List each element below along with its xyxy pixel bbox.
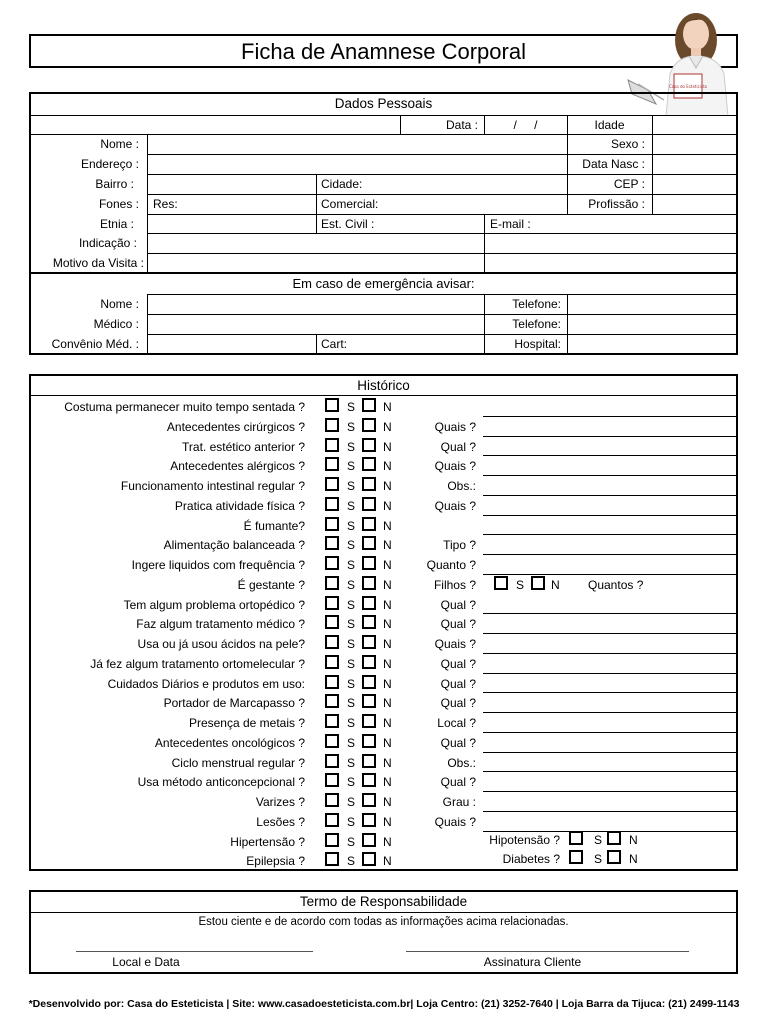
historico-s-checkbox[interactable] (325, 655, 339, 669)
assinatura-label: Assinatura Cliente (483, 955, 582, 969)
historico-n-checkbox[interactable] (362, 556, 376, 570)
historico-n-label: N (383, 676, 392, 691)
historico-s-label: S (347, 854, 356, 869)
historico-n-checkbox[interactable] (362, 517, 376, 531)
nome-label: Nome : (100, 137, 139, 151)
historico-s-checkbox[interactable] (325, 675, 339, 689)
historico-s-label: S (347, 558, 356, 572)
historico-n-checkbox[interactable] (362, 497, 376, 511)
historico-question: Pratica atividade física ? (174, 498, 305, 513)
page-title: Ficha de Anamnese Corporal (241, 39, 526, 64)
historico-s-label: S (347, 538, 356, 553)
endereco-label: Endereço : (80, 157, 139, 171)
historico-s-label: S (347, 597, 356, 612)
historico-question: Trat. estético anterior ? (182, 439, 305, 454)
historico-n-checkbox[interactable] (362, 694, 376, 708)
telefone2-label: Telefone: (512, 317, 561, 331)
historico-question: Ciclo menstrual regular ? (171, 755, 305, 770)
historico-n-checkbox[interactable] (362, 477, 376, 491)
historico-s-checkbox[interactable] (325, 457, 339, 471)
historico-n-checkbox[interactable] (362, 714, 376, 728)
historico-answer-line[interactable] (483, 732, 736, 733)
historico-followup-label: Quais ? (434, 419, 476, 434)
motivo-field[interactable] (148, 254, 483, 271)
historico-question: Antecedentes alérgicos ? (170, 459, 305, 474)
historico-s-checkbox[interactable] (325, 438, 339, 452)
historico-s-label: S (347, 676, 356, 691)
idade-field[interactable] (653, 116, 736, 134)
historico-followup-label: Quais ? (434, 814, 476, 829)
historico-s-label: S (347, 577, 356, 592)
historico-followup-label: Qual ? (440, 696, 476, 711)
telefone2-field[interactable] (568, 315, 736, 333)
profissao-field[interactable] (653, 195, 736, 213)
cart-label: Cart: (321, 337, 348, 351)
historico-s-label: S (347, 696, 356, 711)
quantos-label: Quantos ? (588, 578, 644, 592)
historico-answer-line[interactable] (483, 475, 736, 476)
historico-n-label: N (383, 716, 392, 730)
bairro-field[interactable] (148, 175, 315, 193)
historico-n-label: N (383, 558, 392, 572)
historico-answer-line[interactable] (483, 712, 736, 713)
sexo-label: Sexo : (610, 137, 645, 151)
emergencia-header: Em caso de emergência avisar: (292, 276, 475, 291)
historico-followup-label: Grau : (442, 795, 476, 809)
historico-s-checkbox[interactable] (325, 517, 339, 531)
historico-s-label: S (347, 775, 356, 790)
historico-s-checkbox[interactable] (325, 536, 339, 550)
historico-answer-line[interactable] (483, 811, 736, 812)
historico-n-label: N (383, 459, 392, 474)
historico-answer-line[interactable] (483, 495, 736, 496)
historico-answer-line[interactable] (483, 455, 736, 456)
historico-question: Funcionamento intestinal regular ? (120, 479, 305, 493)
historico-n-label: N (383, 775, 392, 790)
hospital-label: Hospital: (514, 337, 561, 351)
historico-question: Já fez algum tratamento ortomelecular ? (90, 656, 305, 671)
historico-n-checkbox[interactable] (362, 833, 376, 847)
cidade-label: Cidade: (321, 177, 363, 191)
historico-s-label: S (347, 617, 356, 632)
historico-answer-line[interactable] (483, 574, 736, 575)
diabetes-n-label: N (629, 852, 638, 866)
filhos-n-checkbox[interactable] (531, 576, 545, 590)
telefone1-label: Telefone: (512, 297, 561, 311)
historico-s-checkbox[interactable] (325, 576, 339, 590)
filhos-s-checkbox[interactable] (494, 576, 508, 590)
historico-answer-line[interactable] (483, 771, 736, 772)
diabetes-s-label: S (594, 852, 603, 866)
local-data-label: Local e Data (112, 955, 180, 969)
res-label: Res: (153, 197, 178, 211)
historico-question: Presença de metais ? (188, 716, 305, 730)
medico-field[interactable] (148, 315, 483, 333)
historico-n-label: N (383, 637, 392, 651)
historico-question: Faz algum tratamento médico ? (136, 617, 305, 632)
medico-label: Médico : (93, 317, 139, 331)
hipotensao-s-checkbox[interactable] (569, 831, 583, 845)
historico-answer-line[interactable] (483, 752, 736, 753)
data-nasc-label: Data Nasc : (582, 157, 645, 171)
fones-label: Fones : (98, 197, 139, 211)
email-label: E-mail : (490, 217, 531, 231)
historico-n-checkbox[interactable] (362, 754, 376, 768)
historico-n-label: N (383, 696, 392, 711)
historico-answer-line[interactable] (483, 653, 736, 654)
cep-field[interactable] (653, 175, 736, 193)
historico-followup-label: Qual ? (440, 617, 476, 632)
historico-question: Ingere liquidos com frequência ? (131, 558, 305, 572)
historico-n-checkbox[interactable] (362, 418, 376, 432)
historico-followup-label: Obs.: (447, 479, 476, 493)
res-field[interactable] (185, 195, 315, 213)
historico-n-label: N (383, 538, 392, 553)
historico-question: É fumante? (243, 518, 305, 533)
local-data-line[interactable] (76, 951, 313, 952)
historico-s-label: S (347, 716, 356, 730)
historico-followup-label: Tipo ? (443, 538, 476, 553)
motivo-label: Motivo da Visita : (52, 256, 144, 270)
historico-s-label: S (347, 439, 356, 454)
historico-s-checkbox[interactable] (325, 793, 339, 807)
historico-n-checkbox[interactable] (362, 457, 376, 471)
hipotensao-n-checkbox[interactable] (607, 831, 621, 845)
historico-s-checkbox[interactable] (325, 635, 339, 649)
historico-s-label: S (347, 419, 356, 434)
historico-s-label: S (347, 814, 356, 829)
historico-s-checkbox[interactable] (325, 556, 339, 570)
historico-followup-label: Qual ? (440, 676, 476, 691)
assinatura-line[interactable] (406, 951, 689, 952)
historico-n-checkbox[interactable] (362, 576, 376, 590)
historico-followup-label: Quais ? (434, 637, 476, 651)
historico-n-checkbox[interactable] (362, 675, 376, 689)
historico-s-label: S (347, 834, 356, 849)
historico-n-label: N (383, 814, 392, 829)
data-nasc-field[interactable] (653, 155, 736, 173)
historico-s-label: S (347, 400, 356, 414)
historico-answer-line[interactable] (483, 633, 736, 634)
historico-question: Alimentação balanceada ? (163, 538, 305, 553)
historico-question: Usa método anticoncepcional ? (137, 775, 305, 790)
endereco-field[interactable] (148, 155, 566, 173)
historico-question: Cuidados Diários e produtos em uso: (107, 676, 305, 691)
historico-answer-line[interactable] (483, 791, 736, 792)
historico-followup-label: Qual ? (440, 656, 476, 671)
historico-n-checkbox[interactable] (362, 398, 376, 412)
historico-followup-label: Qual ? (440, 597, 476, 612)
historico-n-checkbox[interactable] (362, 635, 376, 649)
historico-n-label: N (383, 439, 392, 454)
est-civil-label: Est. Civil : (321, 217, 375, 231)
historico-s-checkbox[interactable] (325, 833, 339, 847)
historico-s-checkbox[interactable] (325, 714, 339, 728)
historico-n-checkbox[interactable] (362, 536, 376, 550)
hipotensao-n-label: N (629, 833, 638, 847)
date-value: / / (513, 118, 538, 132)
historico-n-label: N (383, 755, 392, 770)
historico-s-label: S (347, 755, 356, 770)
historico-n-label: N (383, 795, 392, 809)
logo-text: Casa do Esteticista (668, 84, 708, 89)
idade-label: Idade (594, 118, 625, 132)
historico-answer-line[interactable] (483, 534, 736, 535)
historico-followup-label: Qual ? (440, 775, 476, 790)
historico-header: Histórico (357, 378, 410, 393)
historico-question: Epilepsia ? (246, 854, 305, 869)
historico-s-checkbox[interactable] (325, 497, 339, 511)
indicacao-field[interactable] (148, 234, 483, 252)
historico-question: Costuma permanecer muito tempo sentada ? (64, 400, 305, 414)
historico-question: Hipertensão ? (230, 834, 305, 849)
historico-s-checkbox[interactable] (325, 734, 339, 748)
historico-answer-line[interactable] (483, 515, 736, 516)
convenio-label: Convênio Méd. : (51, 337, 139, 351)
diabetes-n-checkbox[interactable] (607, 850, 621, 864)
historico-followup-label: Quanto ? (426, 558, 476, 572)
historico-s-checkbox[interactable] (325, 754, 339, 768)
data-label: Data : (445, 118, 478, 132)
historico-n-checkbox[interactable] (362, 438, 376, 452)
historico-s-label: S (347, 459, 356, 474)
historico-followup-label: Quais ? (434, 498, 476, 513)
historico-n-label: N (383, 498, 392, 513)
historico-n-label: N (383, 834, 392, 849)
historico-followup-label: Obs.: (447, 755, 476, 770)
diabetes-s-checkbox[interactable] (569, 850, 583, 864)
historico-s-label: S (347, 656, 356, 671)
bairro-label: Bairro : (95, 177, 134, 191)
historico-n-label: N (383, 419, 392, 434)
historico-n-checkbox[interactable] (362, 813, 376, 827)
email-field[interactable] (540, 215, 736, 232)
sexo-field[interactable] (653, 135, 736, 153)
historico-n-label: N (383, 479, 392, 493)
historico-s-label: S (347, 518, 356, 533)
historico-s-checkbox[interactable] (325, 418, 339, 432)
nome-field[interactable] (148, 135, 566, 153)
historico-question: Varizes ? (255, 795, 305, 809)
historico-n-checkbox[interactable] (362, 615, 376, 629)
historico-s-checkbox[interactable] (325, 615, 339, 629)
filhos-s-label: S (516, 578, 525, 592)
historico-s-checkbox[interactable] (325, 596, 339, 610)
historico-s-checkbox[interactable] (325, 773, 339, 787)
historico-s-checkbox[interactable] (325, 813, 339, 827)
est-civil-field[interactable] (380, 215, 483, 232)
historico-answer-line[interactable] (483, 554, 736, 555)
historico-n-checkbox[interactable] (362, 655, 376, 669)
historico-s-checkbox[interactable] (325, 477, 339, 491)
emergencia-nome-field[interactable] (148, 295, 483, 313)
cidade-field[interactable] (370, 175, 566, 193)
hospital-field[interactable] (568, 335, 736, 352)
historico-answer-line[interactable] (483, 613, 736, 614)
historico-question: Usa ou já usou ácidos na pele? (137, 637, 305, 651)
historico-n-checkbox[interactable] (362, 793, 376, 807)
historico-n-checkbox[interactable] (362, 852, 376, 866)
historico-s-label: S (347, 498, 356, 513)
termo-text: Estou ciente e de acordo com todas as informações acima relacionadas. (198, 916, 569, 928)
historico-n-label: N (383, 617, 392, 632)
historico-n-label: N (383, 400, 392, 414)
emergencia-nome-label: Nome : (100, 297, 139, 311)
historico-answer-line[interactable] (483, 673, 736, 674)
hipotensao-label: Hipotensão ? (489, 833, 560, 847)
historico-answer-line[interactable] (483, 692, 736, 693)
historico-followup-label: Quais ? (434, 459, 476, 474)
historico-s-label: S (347, 479, 356, 493)
historico-n-checkbox[interactable] (362, 734, 376, 748)
footer-text: *Desenvolvido por: Casa do Esteticista | Site: www.casadoesteticista.com.br| Loja Centro: (21) 3252-7640 | Loja Barra da Tijuca: (21) 2499-1143 (28, 998, 740, 1010)
historico-n-label: N (383, 597, 392, 612)
historico-followup-label: Qual ? (440, 735, 476, 750)
historico-s-checkbox[interactable] (325, 852, 339, 866)
historico-followup-label: Local ? (437, 716, 476, 730)
termo-header: Termo de Responsabilidade (299, 894, 468, 909)
historico-n-label: N (383, 656, 392, 671)
historico-n-label: N (383, 854, 392, 869)
historico-followup-label: Qual ? (440, 439, 476, 454)
historico-followup-label: Filhos ? (433, 577, 476, 592)
historico-s-label: S (347, 735, 356, 750)
comercial-label: Comercial: (321, 197, 379, 211)
historico-s-label: S (347, 795, 356, 809)
historico-s-checkbox[interactable] (325, 398, 339, 412)
diabetes-label: Diabetes ? (502, 852, 560, 866)
historico-question: É gestante ? (237, 577, 305, 592)
historico-answer-line[interactable] (483, 436, 736, 437)
historico-n-label: N (383, 518, 392, 533)
indicacao-label: Indicação : (78, 236, 137, 250)
historico-s-label: S (347, 637, 356, 651)
cart-field[interactable] (355, 335, 483, 352)
profissao-label: Profissão : (588, 197, 645, 211)
historico-n-label: N (383, 577, 392, 592)
historico-question: Lesões ? (256, 814, 305, 829)
convenio-field[interactable] (148, 335, 315, 352)
historico-s-checkbox[interactable] (325, 694, 339, 708)
historico-n-checkbox[interactable] (362, 596, 376, 610)
historico-n-label: N (383, 735, 392, 750)
dados-pessoais-header: Dados Pessoais (334, 96, 433, 111)
filhos-n-label: N (551, 578, 560, 592)
historico-n-checkbox[interactable] (362, 773, 376, 787)
comercial-field[interactable] (385, 195, 566, 213)
cep-label: CEP : (613, 177, 645, 191)
historico-question: Antecedentes oncológicos ? (154, 735, 305, 750)
telefone1-field[interactable] (568, 295, 736, 313)
etnia-field[interactable] (148, 215, 315, 232)
historico-answer-line[interactable] (483, 416, 736, 417)
historico-question: Portador de Marcapasso ? (163, 696, 305, 711)
etnia-label: Etnia : (99, 217, 134, 231)
historico-question: Tem algum problema ortopédico ? (123, 597, 305, 612)
hipotensao-s-label: S (594, 833, 603, 847)
historico-question: Antecedentes cirúrgicos ? (166, 419, 305, 434)
